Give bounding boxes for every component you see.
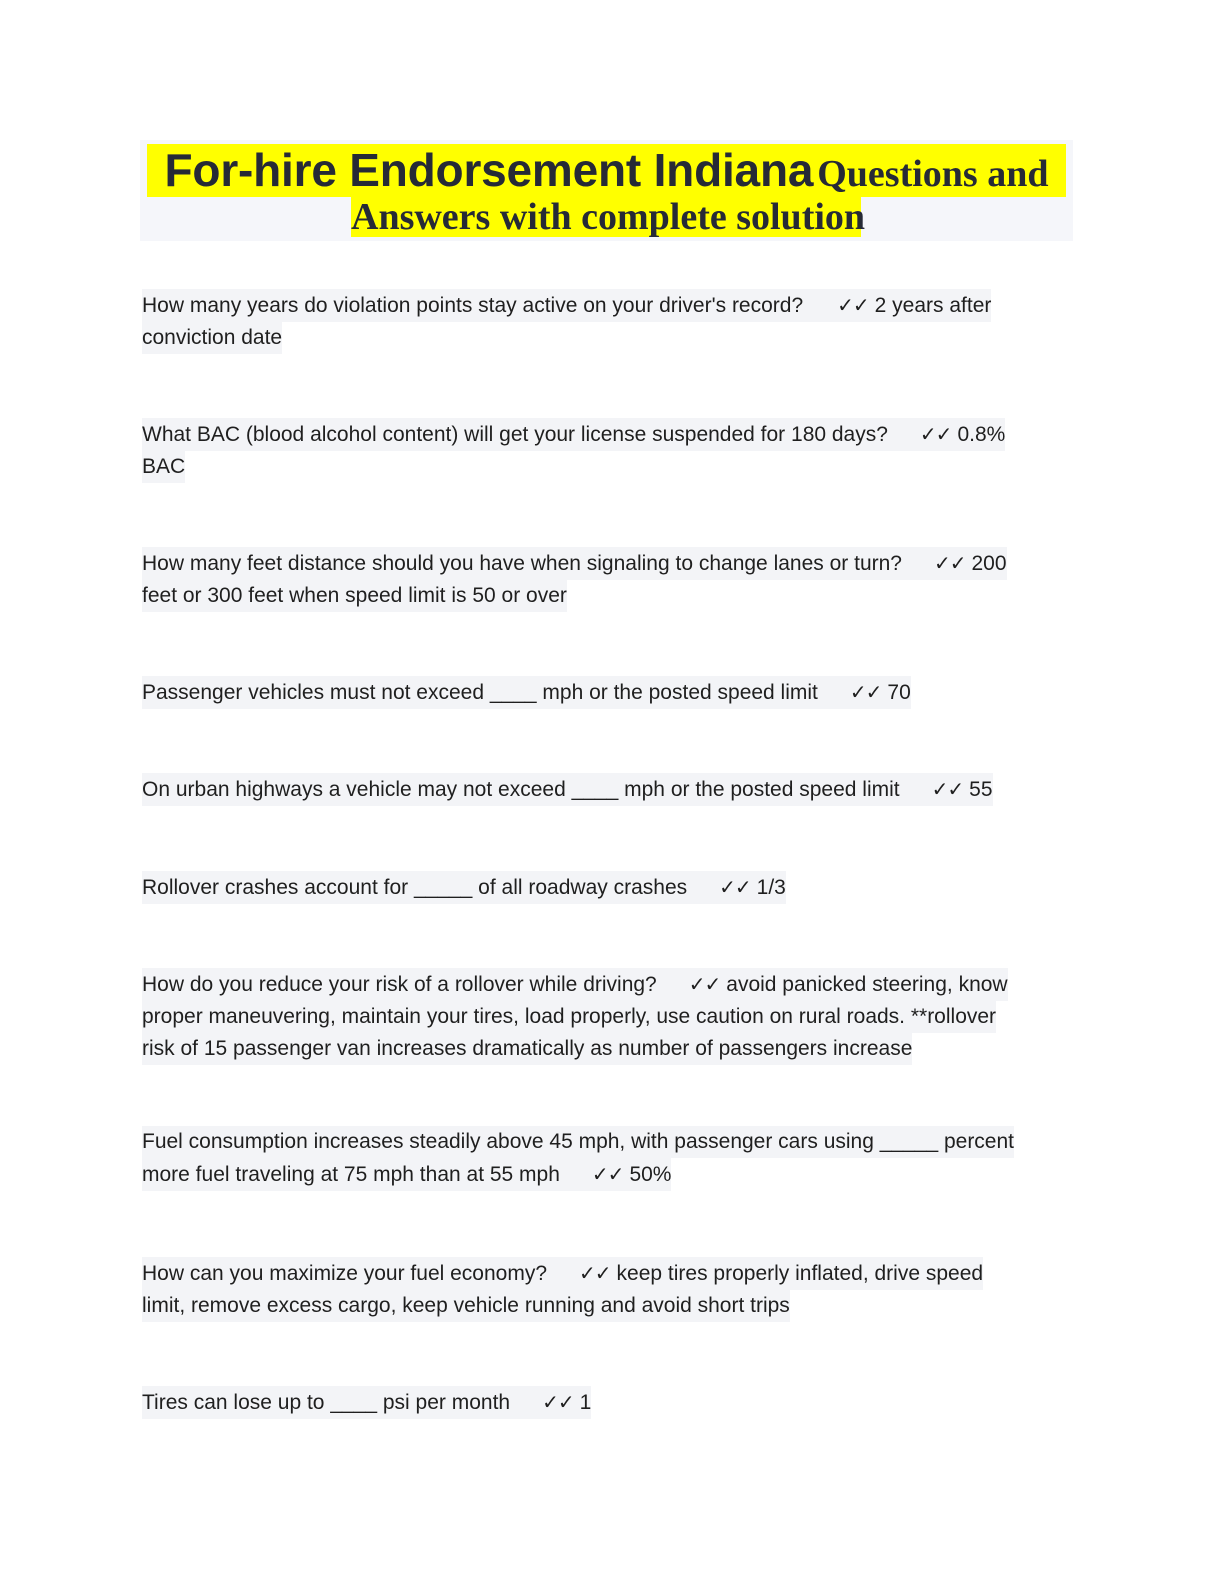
double-check-icon: ✓✓: [931, 777, 964, 801]
qa-line: conviction date: [142, 322, 282, 354]
qa-item-2: [142, 418, 1005, 483]
double-check-icon: ✓✓: [542, 1390, 574, 1414]
title-secondary: Questions and: [817, 153, 1049, 195]
qa-line: limit, remove excess cargo, keep vehicle running and avoid short trips: [142, 1290, 790, 1322]
qa-line: [142, 871, 786, 904]
question-text: How many feet distance should you have when signaling to change lanes or turn?: [142, 552, 902, 575]
qa-line: Fuel consumption increases steadily above 45 mph, with passenger cars using _____ percent: [142, 1126, 1014, 1158]
double-check-icon: ✓✓: [933, 551, 966, 575]
qa-item-1: [142, 289, 991, 354]
title-line-1: [147, 144, 1066, 197]
double-check-icon: ✓✓: [919, 422, 952, 446]
document-title: [140, 140, 1073, 241]
double-check-icon: ✓✓: [591, 1162, 624, 1186]
qa-line: feet or 300 feet when speed limit is 50 or over: [142, 580, 567, 612]
question-text: more fuel traveling at 75 mph than at 55 mph: [142, 1163, 560, 1186]
answer-text: 200: [971, 552, 1007, 575]
question-text: On urban highways a vehicle may not exceed ____ mph or the posted speed limit: [142, 778, 900, 801]
question-text: Tires can lose up to ____ psi per month: [142, 1391, 511, 1414]
answer-text: 1/3: [756, 876, 786, 899]
title-main: For-hire Endorsement Indiana: [164, 144, 814, 196]
qa-line: [142, 289, 991, 322]
qa-item-3: [142, 547, 1007, 612]
question-text: How can you maximize your fuel economy?: [142, 1262, 548, 1285]
qa-line: [142, 968, 1008, 1001]
double-check-icon: ✓✓: [579, 1261, 611, 1285]
question-text: Passenger vehicles must not exceed ____ mph or the posted speed limit: [142, 681, 818, 704]
answer-text: 0.8%: [957, 423, 1006, 446]
double-check-icon: ✓✓: [688, 972, 721, 996]
answer-text: 70: [887, 681, 911, 704]
question-text: How many years do violation points stay active on your driver's record?: [142, 294, 804, 317]
double-check-icon: ✓✓: [837, 293, 869, 317]
double-check-icon: ✓✓: [719, 875, 751, 899]
question-text: Rollover crashes account for _____ of all roadway crashes: [142, 876, 688, 899]
answer-text: 1: [579, 1391, 592, 1414]
qa-item-4: [142, 676, 911, 709]
qa-item-9: [142, 1257, 983, 1322]
answer-text: 50%: [629, 1163, 672, 1186]
answer-text: 2 years after: [874, 294, 992, 317]
question-text: How do you reduce your risk of a rollover while driving?: [142, 973, 657, 996]
qa-line: BAC: [142, 451, 185, 483]
qa-item-6: [142, 871, 786, 904]
qa-item-8: [142, 1126, 1014, 1191]
answer-text: avoid panicked steering, know: [726, 973, 1008, 996]
qa-line: [142, 676, 911, 709]
answer-text: 55: [969, 778, 993, 801]
qa-line: [142, 547, 1007, 580]
qa-line: [142, 773, 993, 806]
qa-item-10: [142, 1386, 591, 1419]
qa-item-5: [142, 773, 993, 806]
qa-line: [142, 1386, 591, 1419]
qa-item-7: [142, 968, 1008, 1065]
qa-line: proper maneuvering, maintain your tires, load properly, use caution on rural roads. **rollover: [142, 1001, 996, 1033]
answer-text: keep tires properly inflated, drive speed: [616, 1262, 984, 1285]
qa-line: [142, 1257, 983, 1290]
qa-line: [142, 418, 1005, 451]
qa-line: risk of 15 passenger van increases dramatically as number of passengers increase: [142, 1033, 912, 1065]
double-check-icon: ✓✓: [849, 680, 882, 704]
question-text: What BAC (blood alcohol content) will get your license suspended for 180 days?: [142, 423, 888, 446]
qa-line: [142, 1158, 671, 1191]
title-line-2: Answers with complete solution: [351, 196, 866, 238]
